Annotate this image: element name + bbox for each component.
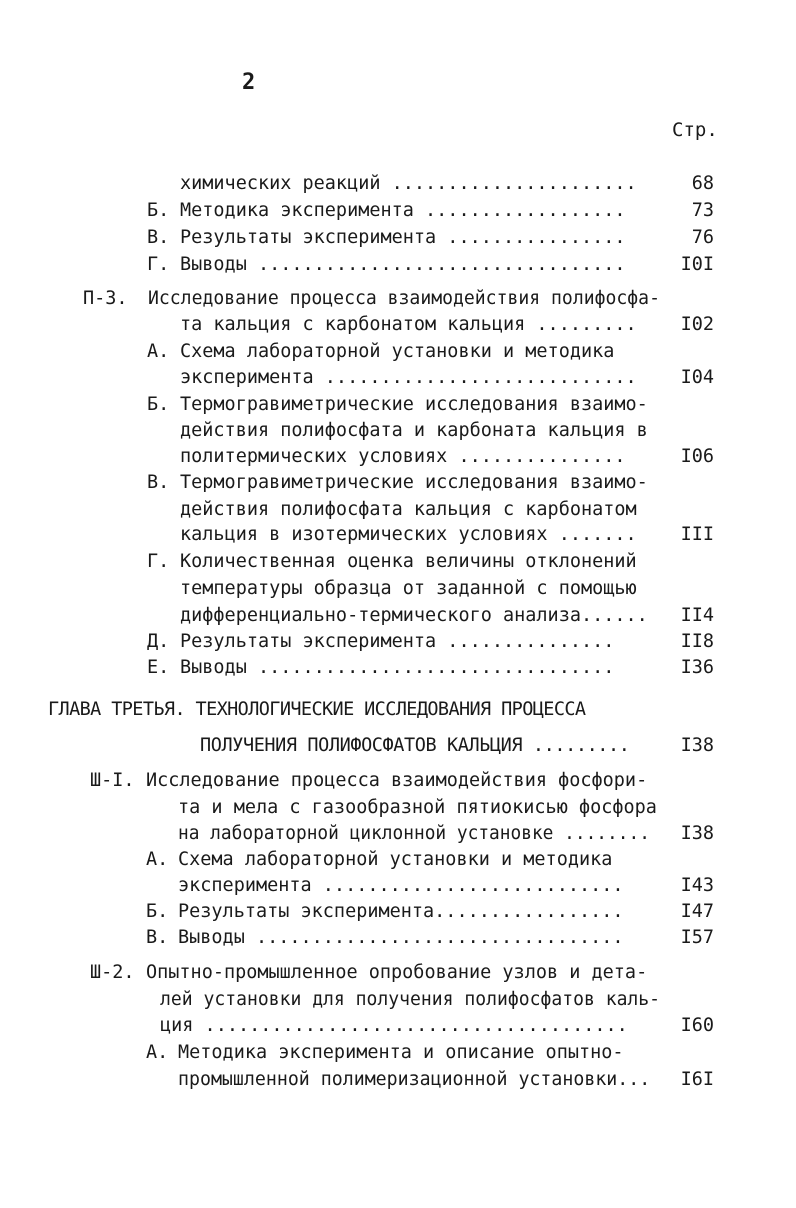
toc-entry-text: Результаты эксперимента................. bbox=[178, 901, 624, 922]
toc-entry-text: Результаты эксперимента ............... bbox=[180, 631, 615, 652]
toc-chapter-heading bbox=[0, 733, 796, 759]
toc-section-heading bbox=[0, 768, 796, 794]
toc-entry-text: действия полифосфата кальция с карбонатом bbox=[180, 499, 637, 520]
toc-entry-label: А. bbox=[146, 849, 169, 870]
toc-entry-page: I60 bbox=[680, 1015, 714, 1036]
toc-entry-page: I57 bbox=[680, 927, 714, 948]
toc-entry-page: I6I bbox=[680, 1069, 714, 1090]
toc-entry-page: II8 bbox=[680, 631, 714, 652]
toc-entry bbox=[0, 925, 796, 951]
toc-entry-label: Е. bbox=[147, 657, 170, 678]
toc-entry bbox=[0, 497, 796, 523]
toc-entry-label: Б. bbox=[147, 394, 170, 415]
toc-entry bbox=[0, 418, 796, 444]
toc-entry-text: Методика эксперимента и описание опытно- bbox=[178, 1042, 624, 1063]
toc-entry bbox=[0, 339, 796, 365]
toc-entry-text: Схема лабораторной установки и методика bbox=[178, 849, 613, 870]
toc-entry bbox=[0, 1067, 796, 1093]
toc-entry bbox=[0, 198, 796, 224]
page-column-header: Стр. bbox=[672, 119, 718, 141]
toc-entry-text: та и мела с газообразной пятиокисью фосфора bbox=[178, 797, 657, 818]
toc-entry-text: Количественная оценка величины отклонений bbox=[180, 551, 637, 572]
toc-entry-page: II4 bbox=[680, 605, 714, 626]
toc-entry bbox=[0, 576, 796, 602]
toc-entry-label: В. bbox=[146, 927, 169, 948]
toc-entry-page: III bbox=[680, 524, 714, 545]
toc-entry-page: I0I bbox=[680, 254, 714, 275]
toc-entry-text: действия полифосфата и карбоната кальция в bbox=[180, 420, 648, 441]
toc-entry bbox=[0, 470, 796, 496]
toc-entry bbox=[0, 873, 796, 899]
chapter-title: ГЛАВА ТРЕТЬЯ. ТЕХНОЛОГИЧЕСКИЕ ИССЛЕДОВАНИЯ ПРОЦЕССА bbox=[48, 699, 586, 720]
toc-entry-page: I04 bbox=[680, 367, 714, 388]
toc-entry bbox=[0, 171, 796, 197]
toc-entry bbox=[0, 252, 796, 278]
toc-entry-text: промышленной полимеризационной установки... bbox=[178, 1069, 651, 1090]
toc-entry-page: I06 bbox=[680, 446, 714, 467]
chapter-title: ПОЛУЧЕНИЯ ПОЛИФОСФАТОВ КАЛЬЦИЯ ......... bbox=[200, 735, 630, 756]
toc-entry-text: дифференциально-термического анализа...... bbox=[180, 605, 648, 626]
toc-entry-label: В. bbox=[147, 472, 170, 493]
toc-entry-text: ция ...................................... bbox=[160, 1015, 628, 1036]
toc-entry-page: I38 bbox=[680, 735, 714, 756]
toc-entry bbox=[0, 987, 796, 1013]
toc-entry-text: Исследование процесса взаимодействия полифосфа- bbox=[148, 288, 660, 309]
toc-entry-text: лей установки для получения полифосфатов каль- bbox=[160, 989, 661, 1010]
toc-entry bbox=[0, 549, 796, 575]
toc-entry-text: Опытно-промышленное опробование узлов и дета- bbox=[146, 962, 648, 983]
toc-entry-page: I43 bbox=[680, 875, 714, 896]
toc-section-label: Ш-I. bbox=[90, 770, 135, 791]
toc-entry bbox=[0, 365, 796, 391]
toc-entry bbox=[0, 629, 796, 655]
toc-section-label: Ш-2. bbox=[90, 962, 135, 983]
toc-entry-text: Выводы ................................. bbox=[178, 927, 624, 948]
toc-entry bbox=[0, 444, 796, 470]
toc-entry-text: эксперимента ........................... bbox=[178, 875, 624, 896]
toc-section-heading bbox=[0, 286, 796, 312]
toc-entry bbox=[0, 522, 796, 548]
toc-chapter-heading bbox=[0, 697, 796, 723]
toc-entry-label: В. bbox=[147, 227, 170, 248]
toc-entry-page: I02 bbox=[680, 314, 714, 335]
toc-entry-page: 73 bbox=[691, 200, 714, 221]
toc-entry-text: температуры образца от заданной с помощью bbox=[180, 578, 637, 599]
toc-entry-text: Схема лабораторной установки и методика bbox=[180, 341, 615, 362]
toc-entry-text: та кальция с карбонатом кальция ......... bbox=[180, 314, 637, 335]
toc-entry-text: Термогравиметрические исследования взаимо- bbox=[180, 394, 648, 415]
toc-entry-text: Результаты эксперимента ................ bbox=[180, 227, 626, 248]
toc-entry-page: 76 bbox=[691, 227, 714, 248]
toc-entry-label: А. bbox=[147, 341, 170, 362]
toc-entry-text: кальция в изотермических условиях ....... bbox=[180, 524, 637, 545]
toc-entry-text: химических реакций ...................... bbox=[180, 173, 637, 194]
toc-entry bbox=[0, 312, 796, 338]
toc-section-heading bbox=[0, 960, 796, 986]
toc-entry-label: Г. bbox=[147, 551, 170, 572]
toc-entry-label: Б. bbox=[147, 200, 170, 221]
toc-entry-page: I38 bbox=[680, 823, 714, 844]
toc-entry-text: Термогравиметрические исследования взаимо- bbox=[180, 472, 648, 493]
toc-entry-text: Выводы ................................ bbox=[180, 657, 615, 678]
toc-entry bbox=[0, 847, 796, 873]
toc-entry-label: Д. bbox=[147, 631, 170, 652]
toc-entry-page: I47 bbox=[680, 901, 714, 922]
toc-entry-text: Методика эксперимента .................. bbox=[180, 200, 626, 221]
toc-entry bbox=[0, 603, 796, 629]
toc-entry-label: А. bbox=[146, 1042, 169, 1063]
toc-section-label: П-3. bbox=[83, 288, 128, 309]
toc-entry bbox=[0, 225, 796, 251]
toc-entry bbox=[0, 899, 796, 925]
toc-entry bbox=[0, 821, 796, 847]
toc-entry-page: I36 bbox=[680, 657, 714, 678]
toc-entry-text: Выводы ................................. bbox=[180, 254, 626, 275]
toc-entry bbox=[0, 1040, 796, 1066]
toc-entry-label: Б. bbox=[146, 901, 169, 922]
toc-entry-text: политермических условиях ............... bbox=[180, 446, 626, 467]
toc-entry-label: Г. bbox=[147, 254, 170, 275]
page-number: 2 bbox=[242, 70, 256, 95]
toc-entry bbox=[0, 655, 796, 681]
toc-entry-page: 68 bbox=[691, 173, 714, 194]
toc-entry-text: эксперимента ............................ bbox=[180, 367, 637, 388]
toc-entry bbox=[0, 1013, 796, 1039]
toc-entry-text: на лабораторной циклонной установке ........ bbox=[178, 823, 650, 844]
toc-entry bbox=[0, 795, 796, 821]
toc-entry-text: Исследование процесса взаимодействия фосфори- bbox=[146, 770, 648, 791]
toc-entry bbox=[0, 392, 796, 418]
